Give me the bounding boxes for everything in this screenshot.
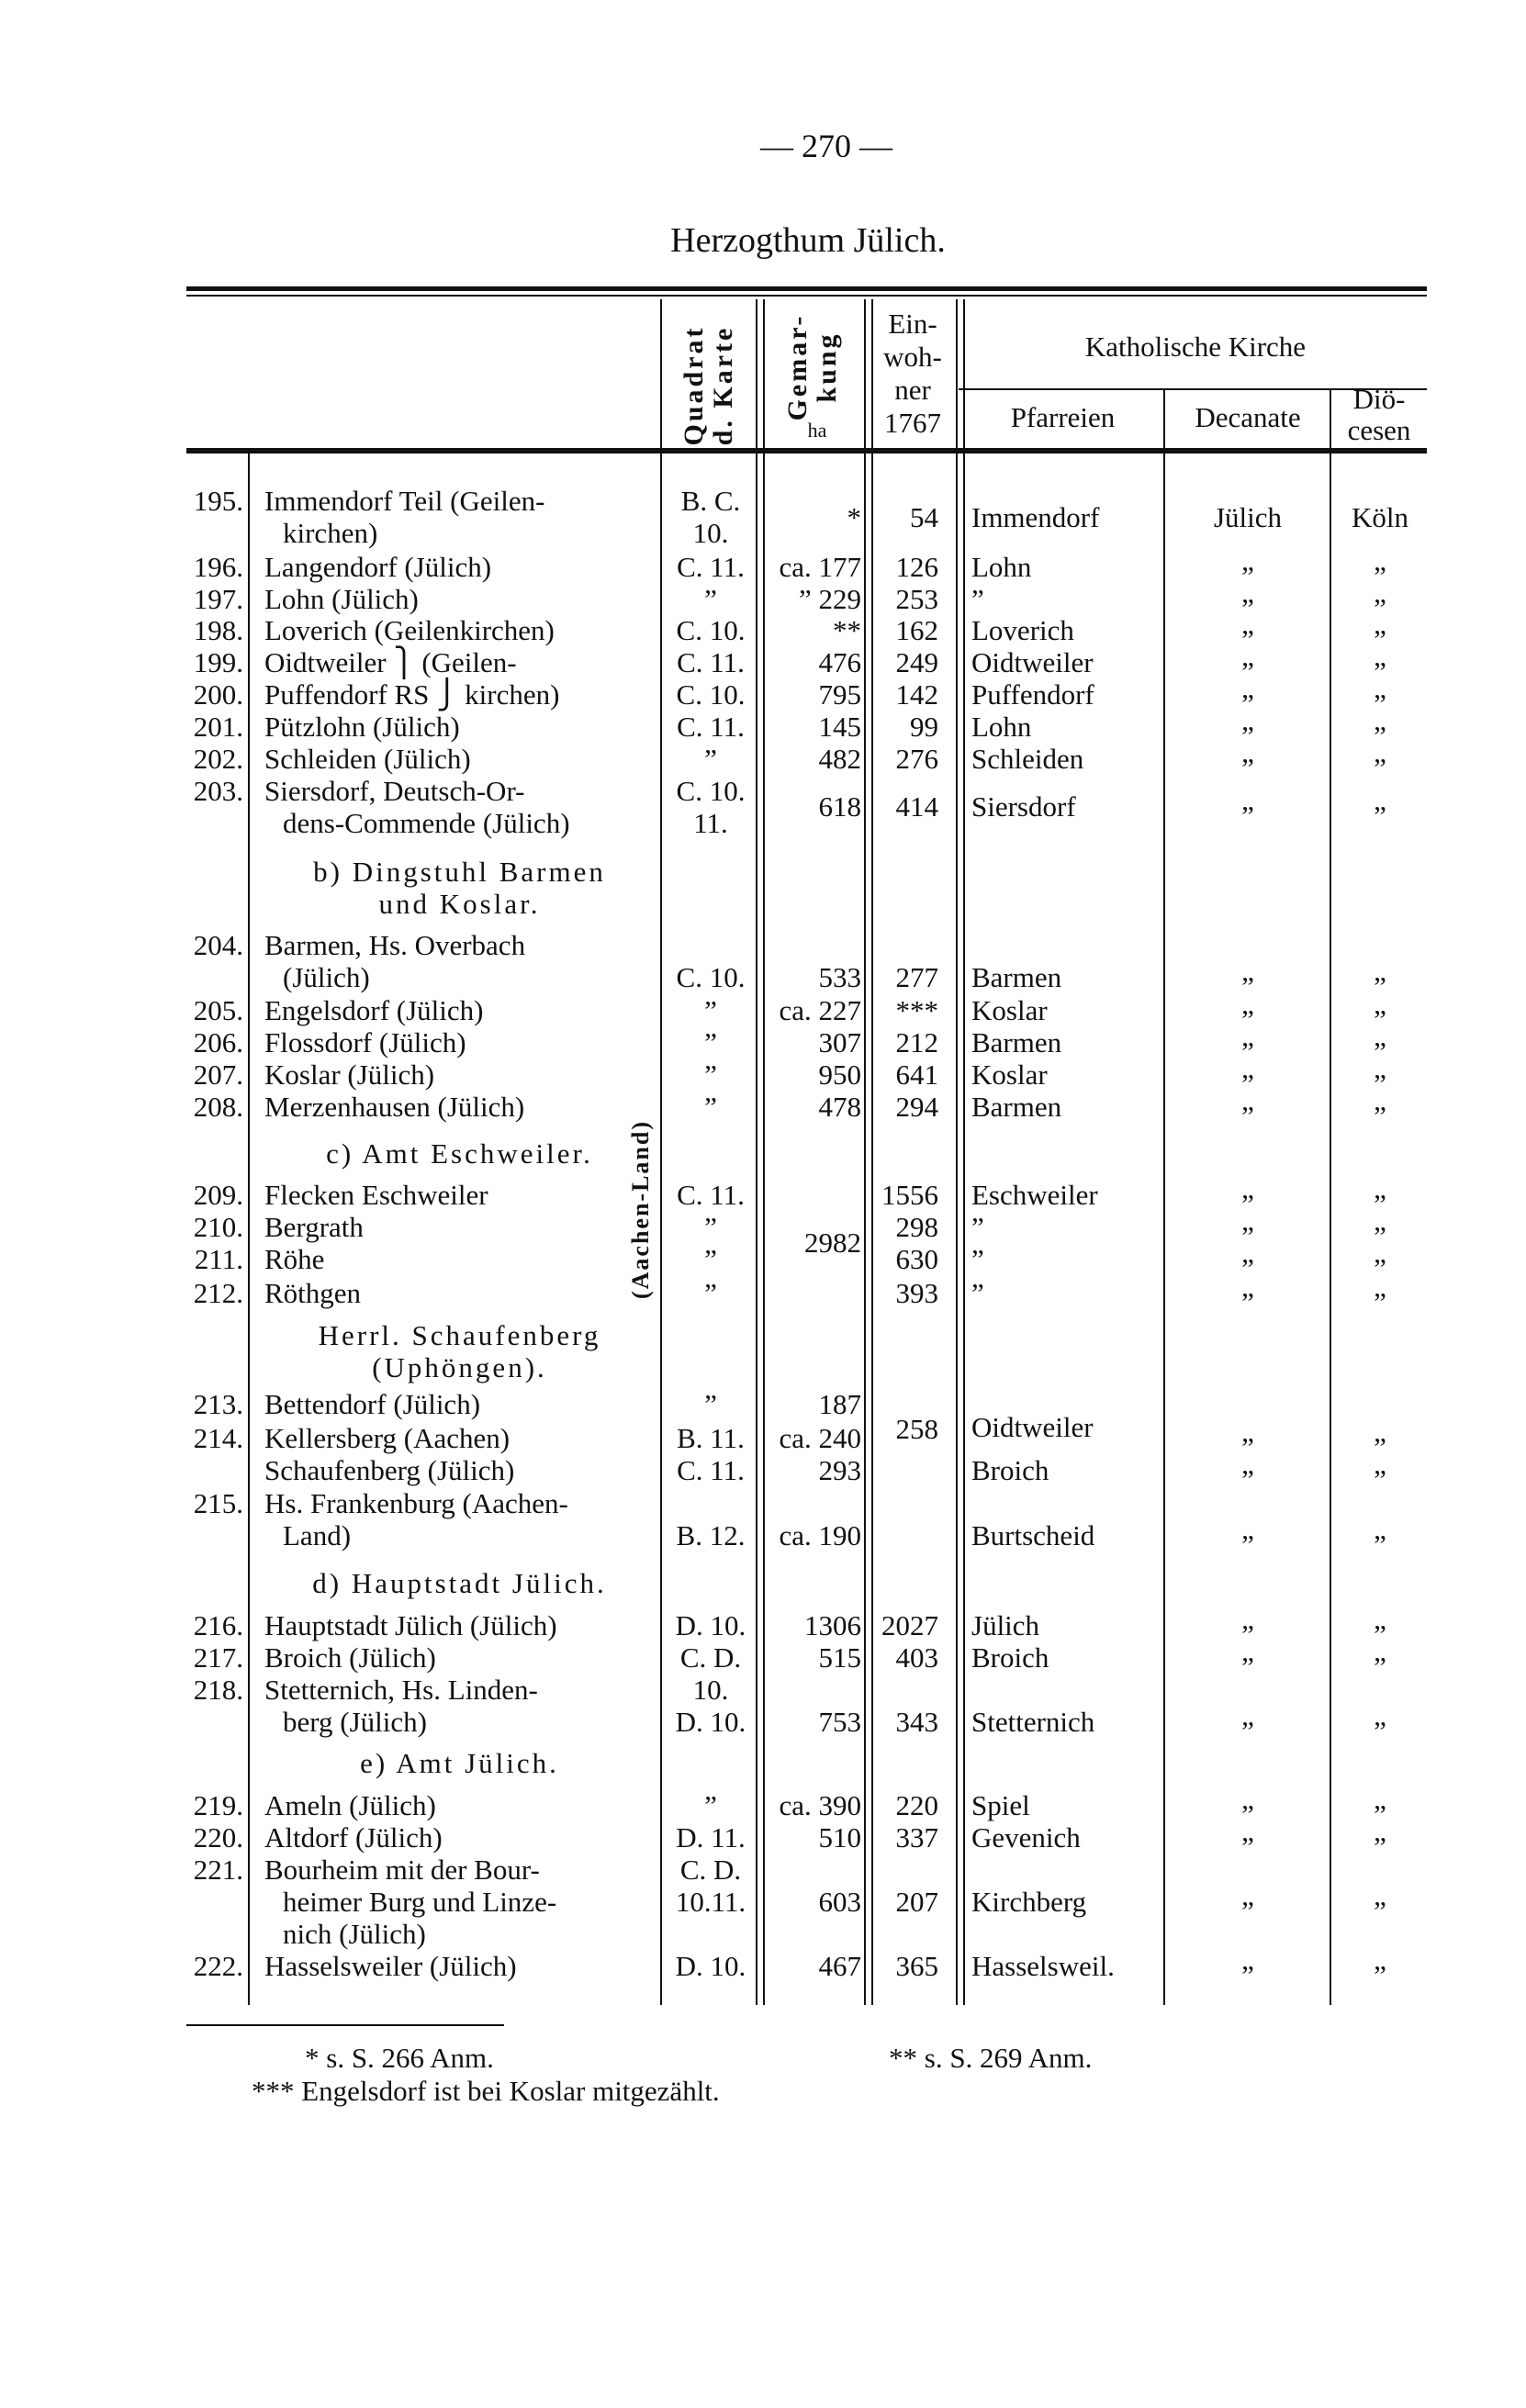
footnote-2: ** s. S. 269 Anm. <box>889 2042 1093 2074</box>
decanat-value: ” <box>1241 688 1254 721</box>
pfarrei-value: Spiel <box>971 1789 1030 1822</box>
row-number: 216. <box>193 1609 243 1642</box>
gemarkung-value: 467 <box>818 1949 861 1982</box>
decanat-value: ” <box>1241 1618 1254 1652</box>
decanat-value: ” <box>1241 1650 1254 1683</box>
top-rule-thin <box>186 295 1427 297</box>
dioecese-value: ” <box>1374 1894 1386 1927</box>
pfarrei-value: Barmen <box>971 1090 1062 1123</box>
decanat-value: ” <box>1241 1220 1254 1253</box>
quadrat-value: C. D. <box>679 1853 742 1886</box>
dioecese-value: ” <box>1374 559 1386 592</box>
gemarkung-value: 1306 <box>804 1609 861 1642</box>
quadrat-value: C. 10. <box>676 960 746 993</box>
einwohner-value: *** <box>895 994 938 1027</box>
decanat-value: ” <box>1241 752 1254 785</box>
row-number: 217. <box>193 1641 243 1674</box>
row-number: 222. <box>193 1949 243 1982</box>
place-name: Hauptstadt Jülich (Jülich) <box>264 1609 557 1642</box>
einwohner-value: 343 <box>895 1705 938 1738</box>
dioecese-value: ” <box>1374 1462 1386 1495</box>
place-name: Pützlohn (Jülich) <box>264 711 460 744</box>
header-quadrat-line: Quadrat <box>679 325 709 446</box>
section-heading: Herrl. Schaufenberg <box>318 1319 601 1352</box>
gemarkung-value: 515 <box>818 1641 861 1674</box>
column-divider <box>956 299 965 2005</box>
section-heading: d) Hauptstadt Jülich. <box>312 1566 607 1599</box>
quadrat-value: D. 10. <box>675 1949 746 1982</box>
quadrat-value: 10. <box>692 517 729 550</box>
einwohner-value: 630 <box>895 1243 938 1276</box>
decanat-value: ” <box>1241 969 1254 1002</box>
header-dioecesen-line: cesen <box>1347 414 1411 446</box>
quadrat-value: ” <box>704 1090 717 1123</box>
gemarkung-value: * <box>847 500 861 533</box>
quadrat-value: C. 11. <box>677 646 745 679</box>
quadrat-value: D. 10. <box>675 1609 746 1642</box>
gemarkung-value: 187 <box>818 1388 861 1421</box>
section-heading: (Uphöngen). <box>372 1351 547 1384</box>
einwohner-value: 641 <box>895 1058 938 1092</box>
quadrat-value: C. 10. <box>676 678 746 711</box>
place-name: Langendorf (Jülich) <box>264 550 492 583</box>
decanat-value: ” <box>1241 591 1254 624</box>
pfarrei-value: Lohn <box>971 711 1032 744</box>
dioecese-value: ” <box>1374 1430 1386 1463</box>
row-number: 197. <box>193 582 243 615</box>
einwohner-value: 54 <box>910 500 938 533</box>
group-note-aachen-land: (Aachen-Land) <box>627 1119 654 1299</box>
dioecese-value: ” <box>1374 1220 1386 1253</box>
header-gemarkung-line: kung <box>812 331 842 403</box>
quadrat-value: C. 11. <box>677 550 745 583</box>
place-name: Bourheim mit der Bour- <box>264 1853 540 1886</box>
header-einwohner-line: ner <box>894 374 931 406</box>
place-name: Puffendorf RS ⎭ kirchen) <box>264 678 560 711</box>
place-name: Siersdorf, Deutsch-Or- <box>264 774 525 807</box>
decanat-value: ” <box>1241 655 1254 689</box>
row-number: 215. <box>193 1487 243 1520</box>
header-bottom-rule <box>186 448 1427 454</box>
pfarrei-value: Siersdorf <box>971 790 1076 823</box>
quadrat-value: D. 10. <box>675 1705 746 1738</box>
top-rule <box>186 286 1427 291</box>
einwohner-value: 403 <box>895 1641 938 1674</box>
einwohner-value: 414 <box>895 790 938 823</box>
quadrat-value: B. 11. <box>677 1421 745 1454</box>
row-number: 198. <box>193 614 243 647</box>
gemarkung-value: ca. 240 <box>779 1421 861 1454</box>
pfarrei-value: Puffendorf <box>971 678 1094 711</box>
row-number: 206. <box>193 1026 243 1059</box>
einwohner-value: 258 <box>895 1412 938 1445</box>
pfarrei-value: Oidtweiler <box>971 646 1094 679</box>
decanat-value: ” <box>1241 1831 1254 1864</box>
dioecese-value: ” <box>1374 1252 1386 1285</box>
place-name: Kellersberg (Aachen) <box>264 1421 511 1454</box>
quadrat-value: ” <box>704 994 717 1027</box>
header-gemarkung-line: Gemar- <box>782 313 813 421</box>
quadrat-value: ” <box>704 1026 717 1059</box>
einwohner-value: 249 <box>895 646 938 679</box>
decanat-value: ” <box>1241 800 1254 833</box>
pfarrei-value: Koslar <box>971 994 1048 1027</box>
place-name: nich (Jülich) <box>283 1917 426 1950</box>
quadrat-value: 10.11. <box>675 1885 746 1918</box>
header-kirche: Katholische Kirche <box>1084 330 1307 363</box>
section-heading: c) Amt Eschweiler. <box>326 1137 593 1170</box>
einwohner-value: 276 <box>895 743 938 776</box>
pfarrei-value: Barmen <box>971 1026 1062 1059</box>
place-name: Bergrath <box>264 1211 364 1244</box>
place-name: Engelsdorf (Jülich) <box>264 994 484 1027</box>
pfarrei-value: Schleiden <box>971 743 1084 776</box>
place-name: Altdorf (Jülich) <box>264 1821 443 1854</box>
gemarkung-value: 510 <box>818 1821 861 1854</box>
row-number: 199. <box>193 646 243 679</box>
place-name: berg (Jülich) <box>283 1705 427 1738</box>
quadrat-value: C. 11. <box>677 1453 745 1486</box>
place-name: Schleiden (Jülich) <box>264 743 471 776</box>
decanat-value: ” <box>1241 1188 1254 1221</box>
einwohner-value: 298 <box>895 1211 938 1244</box>
quadrat-value: C. 11. <box>677 711 745 744</box>
decanat-value: ” <box>1241 1798 1254 1831</box>
footnote-3: *** Engelsdorf ist bei Koslar mitgezählt. <box>252 2075 720 2107</box>
decanat-value: ” <box>1241 1252 1254 1285</box>
decanat-value: ” <box>1241 1714 1254 1747</box>
pfarrei-value: Hasselsweil. <box>971 1949 1115 1982</box>
header-quadrat <box>679 317 744 454</box>
quadrat-value: B. C. <box>680 485 741 518</box>
gemarkung-value: ca. 177 <box>779 550 861 583</box>
pfarrei-value: Stetternich <box>971 1705 1095 1738</box>
quadrat-value: D. 11. <box>676 1821 746 1854</box>
gemarkung-value: 2982 <box>804 1226 861 1260</box>
pfarrei-value: Eschweiler <box>971 1179 1098 1212</box>
gemarkung-value: 476 <box>818 646 861 679</box>
pfarrei-value: Oidtweiler <box>971 1410 1094 1443</box>
einwohner-value: 277 <box>895 960 938 993</box>
dioecese-value: ” <box>1374 1099 1386 1132</box>
decanat-value: ” <box>1241 1430 1254 1463</box>
dioecese-value: ” <box>1374 1285 1386 1318</box>
place-name: Loverich (Geilenkirchen) <box>264 614 555 647</box>
einwohner-value: 142 <box>895 678 938 711</box>
header-gemarkung-unit: ha <box>807 419 827 442</box>
quadrat-value: ” <box>704 1211 717 1244</box>
gemarkung-value: ca. 190 <box>779 1519 861 1552</box>
gemarkung-value: ” 229 <box>798 582 861 615</box>
decanat-value: ” <box>1241 1462 1254 1495</box>
quadrat-value: ” <box>704 1058 717 1092</box>
place-name: dens-Commende (Jülich) <box>283 806 570 839</box>
row-number: 205. <box>193 994 243 1027</box>
place-name: Stetternich, Hs. Linden- <box>264 1673 538 1706</box>
place-name: Röthgen <box>264 1276 362 1309</box>
place-name: Schaufenberg (Jülich) <box>264 1453 515 1486</box>
row-number: 204. <box>193 928 243 961</box>
pfarrei-value: Koslar <box>971 1058 1048 1092</box>
decanat-value: ” <box>1241 559 1254 592</box>
dioecese-value: ” <box>1374 1714 1386 1747</box>
dioecese-value: ” <box>1374 800 1386 833</box>
gemarkung-value: ca. 227 <box>779 994 861 1027</box>
decanat-value: ” <box>1241 1099 1254 1132</box>
gemarkung-value: ** <box>833 614 861 647</box>
place-name: Merzenhausen (Jülich) <box>264 1090 525 1123</box>
place-name: Röhe <box>264 1243 325 1276</box>
pfarrei-value: Kirchberg <box>971 1885 1087 1918</box>
dioecese-value: ” <box>1374 1003 1386 1036</box>
row-number: 214. <box>193 1421 243 1454</box>
footnote-rule <box>186 2024 504 2026</box>
pfarrei-value: ” <box>971 582 984 615</box>
decanat-value: ” <box>1241 1894 1254 1927</box>
row-number: 207. <box>193 1058 243 1092</box>
gemarkung-value: ca. 390 <box>779 1789 861 1822</box>
row-number: 219. <box>193 1789 243 1822</box>
einwohner-value: 365 <box>895 1949 938 1982</box>
header-einwohner-line: woh- <box>883 341 942 373</box>
einwohner-value: 207 <box>895 1885 938 1918</box>
row-number: 195. <box>193 485 243 518</box>
dioecese-value: ” <box>1374 591 1386 624</box>
pfarrei-value: Burtscheid <box>971 1519 1095 1552</box>
dioecese-value: ” <box>1374 688 1386 721</box>
place-name: Koslar (Jülich) <box>264 1058 435 1092</box>
decanat-value: ” <box>1241 1285 1254 1318</box>
pfarrei-value: Loverich <box>971 614 1074 647</box>
dioecese-value: Köln <box>1352 500 1408 533</box>
section-heading: b) Dingstuhl Barmen <box>313 856 606 889</box>
place-name: Ameln (Jülich) <box>264 1789 436 1822</box>
decanat-value: ” <box>1241 623 1254 656</box>
place-name: Flecken Eschweiler <box>264 1179 488 1212</box>
pfarrei-value: Broich <box>971 1453 1049 1486</box>
row-number: 212. <box>193 1276 243 1309</box>
einwohner-value: 220 <box>895 1789 938 1822</box>
einwohner-value: 1556 <box>881 1179 938 1212</box>
place-name: Immendorf Teil (Geilen- <box>264 485 545 518</box>
row-number: 201. <box>193 711 243 744</box>
quadrat-value: ” <box>704 1388 717 1421</box>
row-number: 210. <box>193 1211 243 1244</box>
gemarkung-value: 145 <box>818 711 861 744</box>
einwohner-value: 393 <box>895 1276 938 1309</box>
pfarrei-value: ” <box>971 1276 984 1309</box>
place-name: Hs. Frankenburg (Aachen- <box>264 1487 568 1520</box>
place-name: Oidtweiler ⎫ (Geilen- <box>264 646 517 679</box>
row-number: 211. <box>194 1243 243 1276</box>
dioecese-value: ” <box>1374 623 1386 656</box>
page-number: — 270 — <box>760 128 892 164</box>
place-name: Bettendorf (Jülich) <box>264 1388 481 1421</box>
gemarkung-value: 795 <box>818 678 861 711</box>
pfarrei-value: Broich <box>971 1641 1049 1674</box>
row-number: 221. <box>193 1853 243 1886</box>
header-decanate: Decanate <box>1195 401 1301 433</box>
quadrat-value: ” <box>704 1789 717 1822</box>
dioecese-value: ” <box>1374 1650 1386 1683</box>
dioecese-value: ” <box>1374 752 1386 785</box>
header-einwohner-line: 1767 <box>884 407 941 439</box>
gemarkung-value: 533 <box>818 960 861 993</box>
page-title: Herzogthum Jülich. <box>670 221 946 260</box>
place-name: (Jülich) <box>283 960 370 993</box>
dioecese-value: ” <box>1374 1618 1386 1652</box>
decanat-value: ” <box>1241 1529 1254 1562</box>
column-divider <box>1330 389 1331 2005</box>
einwohner-value: 212 <box>895 1026 938 1059</box>
gemarkung-value: 753 <box>818 1705 861 1738</box>
gemarkung-value: 618 <box>818 790 861 823</box>
quadrat-value: C. D. <box>679 1641 742 1674</box>
row-number: 202. <box>193 743 243 776</box>
row-number: 208. <box>193 1090 243 1123</box>
gemarkung-value: 307 <box>818 1026 861 1059</box>
dioecese-value: ” <box>1374 1958 1386 1991</box>
decanat-value: ” <box>1241 1068 1254 1101</box>
quadrat-value: C. 11. <box>677 1179 745 1212</box>
row-number: 209. <box>193 1179 243 1212</box>
header-dioecesen <box>1331 384 1427 446</box>
einwohner-value: 162 <box>895 614 938 647</box>
einwohner-value: 253 <box>895 582 938 615</box>
decanat-value: ” <box>1241 1003 1254 1036</box>
row-number: 203. <box>193 774 243 807</box>
row-number: 196. <box>193 550 243 583</box>
header-dioecesen-line: Diö- <box>1352 383 1406 415</box>
einwohner-value: 337 <box>895 1821 938 1854</box>
quadrat-value: ” <box>704 582 717 615</box>
quadrat-value: C. 10. <box>676 614 746 647</box>
pfarrei-value: Immendorf <box>971 500 1100 533</box>
quadrat-value: ” <box>704 743 717 776</box>
einwohner-value: 99 <box>910 711 938 744</box>
gemarkung-value: 478 <box>818 1090 861 1123</box>
einwohner-value: 294 <box>895 1090 938 1123</box>
place-name: Flossdorf (Jülich) <box>264 1026 466 1059</box>
footnote-1: * s. S. 266 Anm. <box>305 2042 494 2074</box>
dioecese-value: ” <box>1374 1068 1386 1101</box>
dioecese-value: ” <box>1374 720 1386 753</box>
quadrat-value: ” <box>704 1243 717 1276</box>
place-name: Barmen, Hs. Overbach <box>264 928 526 961</box>
decanat-value: Jülich <box>1213 500 1283 533</box>
einwohner-value: 126 <box>895 550 938 583</box>
pfarrei-value: Jülich <box>971 1609 1040 1642</box>
quadrat-value: B. 12. <box>676 1519 746 1552</box>
header-einwohner-line: Ein- <box>888 308 937 340</box>
decanat-value: ” <box>1241 1036 1254 1069</box>
row-number: 218. <box>193 1673 243 1706</box>
decanat-value: ” <box>1241 720 1254 753</box>
pfarrei-value: Barmen <box>971 960 1062 993</box>
place-name: Land) <box>283 1519 352 1552</box>
section-heading: e) Amt Jülich. <box>360 1746 559 1779</box>
dioecese-value: ” <box>1374 1529 1386 1562</box>
place-name: Lohn (Jülich) <box>264 582 419 615</box>
pfarrei-value: ” <box>971 1211 984 1244</box>
header-gemarkung <box>783 308 847 427</box>
gemarkung-value: 293 <box>818 1453 861 1486</box>
row-number: 220. <box>193 1821 243 1854</box>
dioecese-value: ” <box>1374 1036 1386 1069</box>
header-quadrat-line: d. Karte <box>708 325 738 446</box>
column-divider <box>1163 389 1165 2005</box>
quadrat-value: 10. <box>692 1673 729 1706</box>
pfarrei-value: Lohn <box>971 550 1032 583</box>
section-heading: und Koslar. <box>378 888 541 921</box>
quadrat-value: C. 10. <box>676 774 746 807</box>
gemarkung-value: 950 <box>818 1058 861 1092</box>
place-name: heimer Burg und Linze- <box>283 1885 557 1918</box>
quadrat-value: ” <box>704 1276 717 1309</box>
row-number: 200. <box>193 678 243 711</box>
dioecese-value: ” <box>1374 1798 1386 1831</box>
place-name: Broich (Jülich) <box>264 1641 436 1674</box>
pfarrei-value: Gevenich <box>971 1821 1081 1854</box>
quadrat-value: 11. <box>693 806 728 839</box>
dioecese-value: ” <box>1374 1188 1386 1221</box>
header-pfarreien: Pfarreien <box>1010 401 1116 433</box>
gemarkung-value: 603 <box>818 1885 861 1918</box>
dioecese-value: ” <box>1374 969 1386 1002</box>
header-einwohner <box>870 308 956 440</box>
column-divider <box>248 454 250 2005</box>
einwohner-value: 2027 <box>881 1609 938 1642</box>
row-number: 213. <box>193 1388 243 1421</box>
place-name: kirchen) <box>283 517 378 550</box>
dioecese-value: ” <box>1374 655 1386 689</box>
place-name: Hasselsweiler (Jülich) <box>264 1949 517 1982</box>
gemarkung-value: 482 <box>818 743 861 776</box>
pfarrei-value: ” <box>971 1243 984 1276</box>
decanat-value: ” <box>1241 1958 1254 1991</box>
dioecese-value: ” <box>1374 1831 1386 1864</box>
